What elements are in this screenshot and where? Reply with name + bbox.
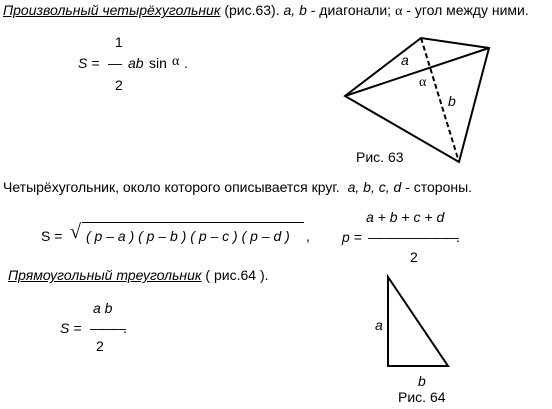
formula-alpha: α: [172, 54, 180, 69]
formula-period: .: [184, 55, 188, 71]
angle-text: - угол между ними.: [402, 2, 529, 18]
figure63-label-b: b: [448, 93, 456, 109]
right-triangle-outline: [388, 277, 448, 366]
radical-sign: √: [70, 221, 81, 243]
alpha-symbol: α: [395, 4, 403, 19]
brahmagupta-lhs: S =: [41, 228, 63, 244]
figure64-label-b: b: [418, 373, 426, 389]
figure63-label-a: a: [401, 52, 409, 68]
sides-text: - стороны.: [401, 179, 473, 195]
semiperimeter-lhs: p =: [342, 229, 362, 245]
formula-lhs: S =: [78, 55, 100, 71]
diagonals-vars: a, b: [279, 2, 307, 18]
formula-denominator: 2: [115, 77, 123, 93]
triangle-formula-lhs: S =: [60, 320, 82, 336]
triangle-formula-denominator: 2: [96, 338, 104, 354]
figure-ref-63: (рис.63).: [220, 2, 280, 18]
figure63-caption: Рис. 63: [356, 149, 404, 165]
diagonals-text: - диагонали;: [306, 2, 392, 18]
figure64-caption: Рис. 64: [398, 389, 446, 405]
quadrilateral-term: Произвольный четырёхугольник: [3, 2, 221, 18]
figure-ref-64: ( рис.64 ).: [201, 267, 269, 283]
sides-vars: a, b, c, d: [347, 179, 402, 195]
semiperimeter-denominator: 2: [410, 249, 418, 265]
radicand-comma: ,: [306, 228, 310, 244]
radicand: ( p – a ) ( p – b ) ( p – c ) ( p – d ): [86, 228, 290, 244]
formula-fraction-bar: —: [108, 55, 120, 71]
formula-numerator: 1: [115, 34, 123, 50]
figure64-label-a: a: [375, 317, 383, 333]
cyclic-quadrilateral-text: Четырёхугольник, около которого описывается круг.: [3, 179, 340, 195]
figure63-label-alpha: α: [419, 75, 427, 90]
semiperimeter-numerator: a + b + c + d: [366, 209, 445, 225]
triangle-formula-numerator: a b: [93, 300, 113, 316]
triangle-formula-fraction-bar: ———.: [90, 320, 124, 336]
formula-sin: sin: [149, 55, 167, 71]
semiperimeter-fraction-bar: ————————.: [368, 229, 457, 245]
formula-vars: ab: [128, 55, 144, 71]
right-triangle-term: Прямоугольный треугольник: [8, 267, 202, 283]
